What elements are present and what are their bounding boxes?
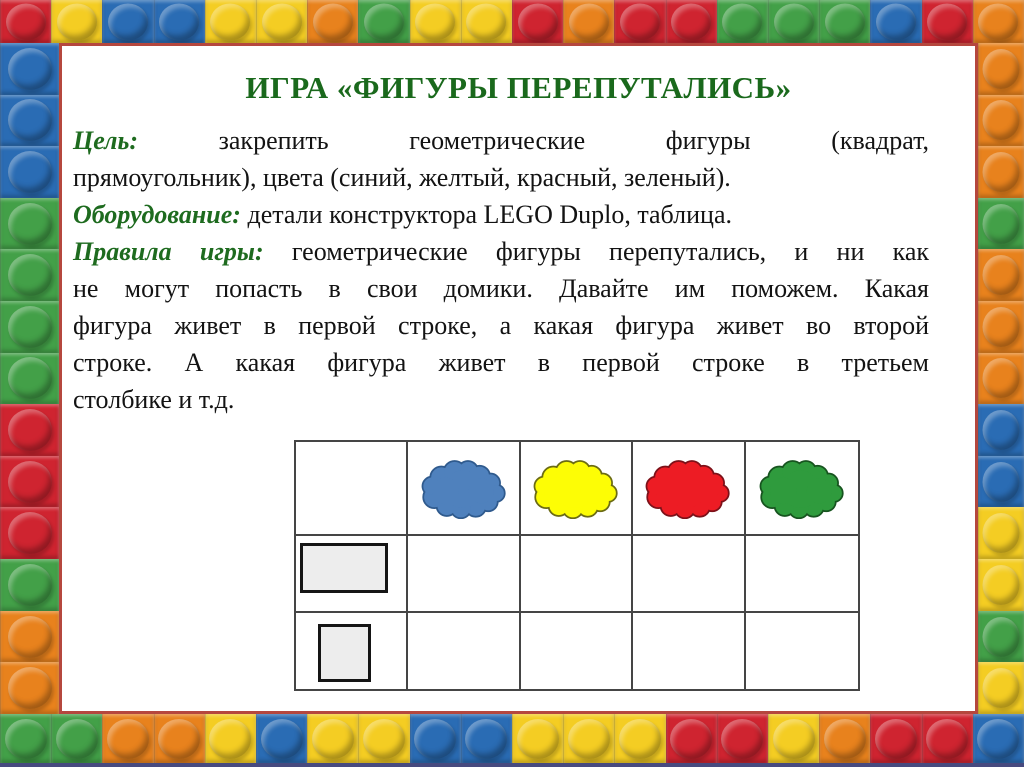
lego-brick-green: [978, 198, 1024, 250]
line-text: закрепить геометрические фигуры (квадрат,: [218, 126, 929, 155]
lego-brick-red: [614, 0, 665, 43]
line-text: фигура живет в первой строке, а какая фигура живет во второй: [73, 311, 929, 340]
lego-brick-yellow: [51, 0, 102, 43]
bottom-edge-strip: [0, 763, 1024, 767]
lego-brick-orange: [978, 95, 1024, 147]
lego-brick-yellow: [410, 0, 461, 43]
empty-cell: [408, 536, 520, 613]
lego-stud: [671, 3, 711, 40]
lego-stud: [518, 3, 558, 40]
lego-brick-red: [0, 0, 51, 43]
lego-stud: [983, 513, 1020, 553]
lego-brick-blue: [973, 714, 1024, 763]
lego-stud: [415, 3, 455, 40]
lego-brick-red: [0, 456, 59, 508]
lego-brick-orange: [307, 0, 358, 43]
lego-stud: [983, 668, 1020, 708]
empty-cell: [746, 536, 858, 613]
lego-stud: [983, 255, 1020, 295]
lego-stud: [722, 3, 762, 40]
lego-brick-orange: [563, 0, 614, 43]
lego-stud: [8, 99, 52, 141]
lego-stud: [56, 719, 98, 759]
text-line: [62, 233, 975, 270]
lego-stud: [978, 3, 1018, 40]
lego-stud: [262, 3, 302, 40]
lego-brick-orange: [978, 353, 1024, 405]
lego-stud: [875, 719, 917, 759]
lego-stud: [209, 719, 251, 759]
content-panel: [59, 43, 978, 714]
lego-stud: [977, 719, 1019, 759]
cell-rectangle: [296, 536, 408, 613]
lego-stud: [774, 3, 814, 40]
lego-brick-green: [0, 301, 59, 353]
lego-brick-yellow: [978, 662, 1024, 714]
lego-stud: [466, 3, 506, 40]
lego-stud: [261, 719, 303, 759]
equipment-label: Оборудование:: [73, 200, 241, 229]
lego-stud: [926, 719, 968, 759]
lego-brick-yellow: [205, 714, 256, 763]
lego-brick-red: [870, 714, 921, 763]
lego-stud: [569, 3, 609, 40]
lego-brick-orange: [154, 714, 205, 763]
rules-label: Правила игры:: [73, 237, 264, 266]
lego-stud: [983, 462, 1020, 502]
lego-brick-yellow: [563, 714, 614, 763]
yellow-cloud-icon: [529, 458, 623, 519]
lego-stud: [108, 3, 148, 40]
lego-stud: [6, 3, 46, 40]
lego-brick-red: [666, 0, 717, 43]
lego-stud: [983, 410, 1020, 450]
lego-stud: [773, 719, 815, 759]
lego-stud: [983, 152, 1020, 192]
lego-brick-blue: [461, 714, 512, 763]
lego-stud: [927, 3, 967, 40]
lego-brick-blue: [978, 404, 1024, 456]
lego-brick-orange: [978, 146, 1024, 198]
lego-brick-yellow: [614, 714, 665, 763]
text-line: [62, 270, 975, 307]
header-cell-blue-cloud: [408, 442, 520, 536]
lego-brick-yellow: [461, 0, 512, 43]
text-line: [62, 122, 975, 159]
lego-border-left: [0, 43, 59, 714]
lego-stud: [983, 100, 1020, 140]
lego-stud: [983, 358, 1020, 398]
lego-brick-yellow: [768, 714, 819, 763]
lego-brick-red: [922, 714, 973, 763]
line-text: строке. А какая фигура живет в первой строке в третьем: [73, 348, 929, 377]
lego-stud: [8, 667, 52, 709]
lego-brick-yellow: [978, 507, 1024, 559]
lego-stud: [825, 3, 865, 40]
header-empty-cell: [296, 442, 408, 536]
empty-cell: [521, 613, 633, 690]
green-cloud-icon: [755, 458, 849, 519]
lego-stud: [8, 461, 52, 503]
lego-brick-blue: [154, 0, 205, 43]
line-text: прямоугольник), цвета (синий, желтый, красный, зеленый).: [73, 163, 731, 192]
lego-stud: [8, 564, 52, 606]
lego-stud: [107, 719, 149, 759]
lego-stud: [876, 3, 916, 40]
lego-stud: [8, 512, 52, 554]
lego-brick-green: [0, 714, 51, 763]
lego-stud: [8, 203, 52, 245]
page-title: ИГРА «ФИГУРЫ ПЕРЕПУТАЛИСЬ»: [245, 70, 792, 105]
lego-stud: [983, 204, 1020, 244]
lego-stud: [721, 719, 763, 759]
lego-stud: [8, 357, 52, 399]
lego-stud: [619, 719, 661, 759]
lego-stud: [159, 3, 199, 40]
lego-brick-orange: [978, 301, 1024, 353]
lego-stud: [983, 565, 1020, 605]
header-cell-red-cloud: [633, 442, 745, 536]
text-line: [62, 196, 975, 233]
lego-brick-orange: [819, 714, 870, 763]
lego-brick-blue: [0, 95, 59, 147]
empty-cell: [633, 613, 745, 690]
lego-brick-blue: [410, 714, 461, 763]
goal-label: Цель:: [73, 126, 138, 155]
lego-brick-blue: [0, 43, 59, 95]
lego-brick-green: [0, 353, 59, 405]
lego-stud: [983, 49, 1020, 89]
line-text: не могут попасть в свои домики. Давайте им поможем. Какая: [73, 274, 929, 303]
lego-brick-orange: [978, 43, 1024, 95]
lego-brick-red: [0, 507, 59, 559]
empty-cell: [521, 536, 633, 613]
instruction-text: [62, 122, 975, 418]
lego-stud: [8, 151, 52, 193]
lego-brick-yellow: [205, 0, 256, 43]
lego-brick-red: [922, 0, 973, 43]
lego-stud: [8, 616, 52, 658]
lego-brick-green: [0, 249, 59, 301]
line-text: детали конструктора LEGO Duplo, таблица.: [247, 200, 732, 229]
lego-brick-blue: [256, 714, 307, 763]
lego-brick-orange: [0, 611, 59, 663]
lego-border-right: [978, 43, 1024, 714]
lego-brick-green: [717, 0, 768, 43]
text-line: [62, 307, 975, 344]
lego-brick-red: [0, 404, 59, 456]
lego-brick-yellow: [256, 0, 307, 43]
empty-cell: [746, 613, 858, 690]
lego-stud: [8, 306, 52, 348]
lego-stud: [8, 409, 52, 451]
header-cell-yellow-cloud: [521, 442, 633, 536]
lego-stud: [620, 3, 660, 40]
lego-brick-green: [358, 0, 409, 43]
lego-brick-orange: [978, 249, 1024, 301]
lego-brick-red: [717, 714, 768, 763]
text-line: [62, 159, 975, 196]
lego-stud: [568, 719, 610, 759]
lego-stud: [670, 719, 712, 759]
lego-stud: [312, 719, 354, 759]
lego-brick-blue: [978, 456, 1024, 508]
lego-brick-blue: [102, 0, 153, 43]
red-cloud-icon: [641, 458, 735, 519]
lego-stud: [8, 254, 52, 296]
text-line: [62, 344, 975, 381]
lego-stud: [465, 719, 507, 759]
lego-stud: [8, 48, 52, 90]
cell-square: [296, 613, 408, 690]
line-text: столбике и т.д.: [73, 385, 235, 414]
lego-brick-orange: [102, 714, 153, 763]
text-line: [62, 381, 975, 418]
lego-brick-red: [512, 0, 563, 43]
empty-cell: [633, 536, 745, 613]
lego-brick-yellow: [512, 714, 563, 763]
lego-brick-yellow: [978, 559, 1024, 611]
lego-brick-yellow: [358, 714, 409, 763]
lego-stud: [824, 719, 866, 759]
lego-brick-yellow: [307, 714, 358, 763]
lego-stud: [364, 3, 404, 40]
lego-stud: [5, 719, 47, 759]
lego-stud: [313, 3, 353, 40]
lego-stud: [983, 617, 1020, 657]
lego-stud: [158, 719, 200, 759]
square-shape: [318, 624, 371, 682]
header-cell-green-cloud: [746, 442, 858, 536]
rectangle-shape: [300, 543, 388, 593]
lego-brick-green: [978, 611, 1024, 663]
lego-brick-blue: [0, 146, 59, 198]
game-table: [294, 440, 860, 691]
blue-cloud-icon: [417, 458, 511, 519]
lego-brick-orange: [0, 662, 59, 714]
lego-brick-green: [819, 0, 870, 43]
lego-stud: [57, 3, 97, 40]
lego-brick-red: [666, 714, 717, 763]
line-text: геометрические фигуры перепутались, и ни как: [291, 237, 930, 266]
lego-brick-green: [0, 559, 59, 611]
lego-stud: [414, 719, 456, 759]
lego-brick-green: [768, 0, 819, 43]
lego-stud: [983, 307, 1020, 347]
lego-border-bottom: [0, 714, 1024, 763]
lego-stud: [363, 719, 405, 759]
lego-stud: [210, 3, 250, 40]
lego-brick-green: [0, 198, 59, 250]
lego-brick-orange: [973, 0, 1024, 43]
lego-brick-green: [51, 714, 102, 763]
lego-stud: [517, 719, 559, 759]
empty-cell: [408, 613, 520, 690]
lego-border-top: [0, 0, 1024, 43]
lego-brick-blue: [870, 0, 921, 43]
